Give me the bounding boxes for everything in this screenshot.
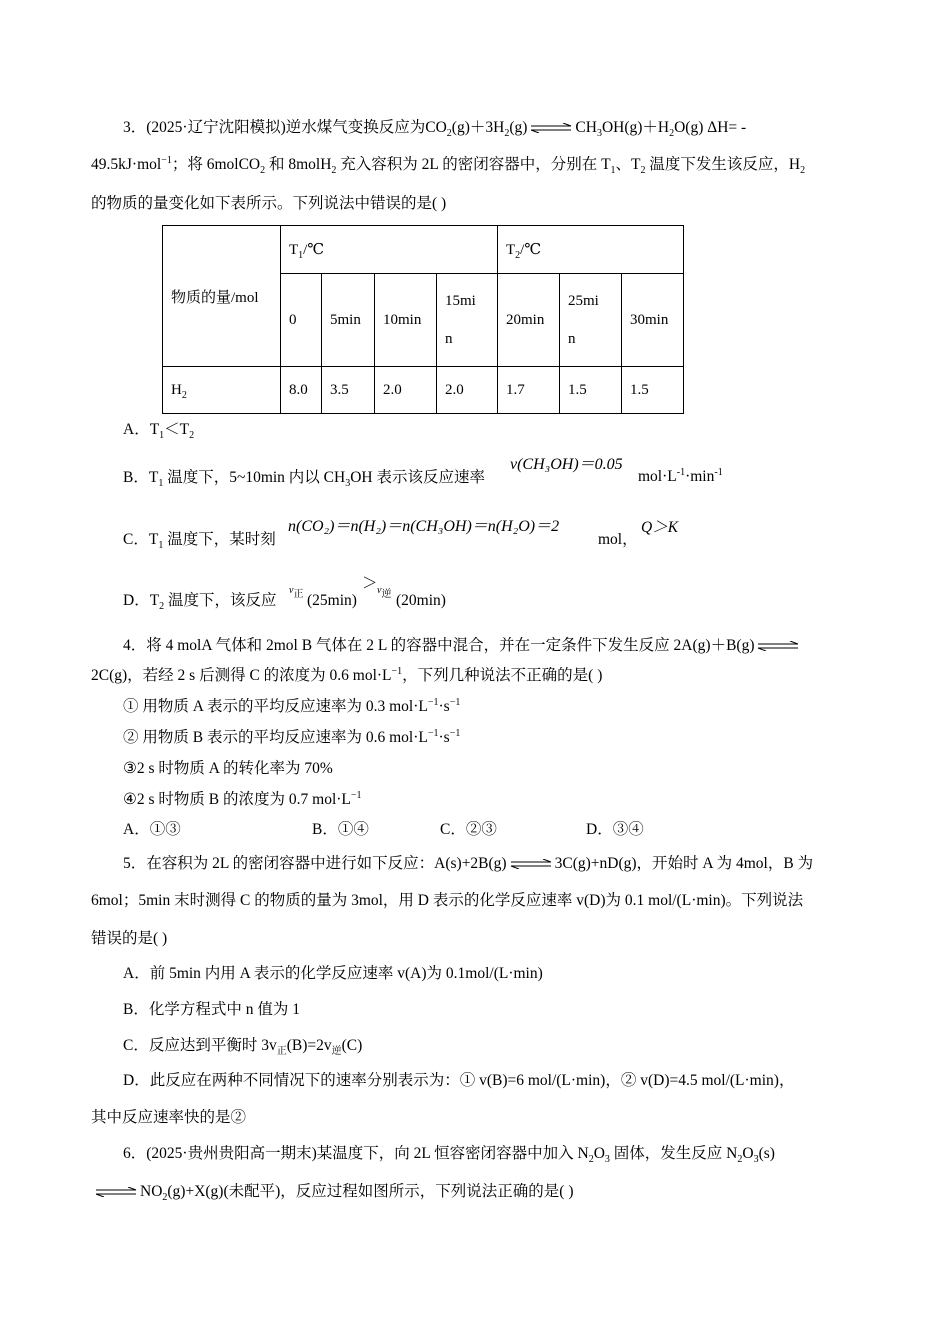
value-cell: 1.5	[622, 367, 684, 414]
q3-option-d-t25: (25min)	[307, 592, 357, 609]
q3-line1: 3．(2025·辽宁沈阳模拟)逆水煤气变换反应为$CO_2(g)+3H_2(g)$ $CH_3OH(g)+H_2O(g)$ ΔH= -	[123, 119, 747, 140]
q4-statement-1: ① 用物质 A 表示的平均反应速率为 0.3 $mol\cdot L^{-1}\cdot s^{-1}$	[123, 696, 461, 715]
value-cell: 2.0	[375, 367, 437, 414]
equilibrium-arrow-icon	[510, 859, 552, 869]
q5-line1: 5．在容积为 2L 的密闭容器中进行如下反应：A(s)+2B(g) 3C(g)+nD(g)，开始时 A 为 4mol，B 为	[123, 855, 814, 872]
time-cell: 20min	[498, 274, 560, 367]
q4-option-c: C．②③	[440, 821, 497, 838]
q3-option-d-v-zheng: $v_正$	[289, 585, 304, 601]
value-cell: 3.5	[322, 367, 375, 414]
h2-amount-table	[162, 225, 684, 414]
value-cell: 1.5	[560, 367, 622, 414]
q5-line2: 6mol；5min 末时测得 C 的物质的量为 3mol，用 D 表示的化学反应速率 v(D)为 0.1 mol/(L·min)。下列说法	[91, 892, 804, 909]
q3-line3: 的物质的量变化如下表所示。下列说法中错误的是( )	[91, 195, 447, 212]
q5-line3: 错误的是( )	[91, 930, 168, 947]
q3-option-a: A．$T_1<T_2$	[123, 421, 195, 442]
q3-option-d-t20: (20min)	[396, 592, 446, 609]
q3-option-c-formula: n(CO₂)＝n(H₂)＝n(CH₃OH)＝n(H₂O)＝2	[288, 518, 560, 535]
value-cell: 1.7	[498, 367, 560, 414]
q3-option-d: D．$T_2$ 温度下，该反应	[123, 592, 277, 613]
time-cell: 30min	[622, 274, 684, 367]
q3-option-c-qk: Q＞K	[641, 519, 679, 536]
q4-statement-3: ③2 s 时物质 A 的转化率为 70%	[123, 760, 333, 777]
q3-option-b-unit: $mol\cdot L^{-1}\cdot\min^{-1}$	[638, 466, 723, 485]
q4-option-a: A．①③	[123, 821, 181, 838]
t1-header-cell: $T_1/℃$	[281, 226, 498, 274]
q3-option-c: C．$T_1$ 温度下，某时刻	[123, 531, 276, 552]
q3-option-b: B．$T_1$ 温度下，5~10min 内以 $CH_3OH$ 表示该反应速率	[123, 469, 485, 490]
q5-option-d-cont: 其中反应速率快的是②	[91, 1109, 247, 1126]
q6-line2: $NO_2(g)+X(g)$(未配平)，反应过程如图所示，下列说法正确的是( )	[91, 1182, 574, 1202]
q4-option-b: B．①④	[312, 821, 369, 838]
time-cell: 5min	[322, 274, 375, 367]
q3-option-d-gt: ＞	[362, 575, 378, 592]
time-cell: 10min	[375, 274, 437, 367]
q4-option-d: D．③④	[586, 821, 644, 838]
q5-option-c: C．反应达到平衡时 $3v_正(B)=2v_逆(C)$	[123, 1037, 363, 1058]
row-header-cell: 物质的量/mol	[163, 226, 281, 367]
q4-line1: 4．将 4 molA 气体和 2mol B 气体在 2 L 的容器中混合，并在一定条件下发生反应 2A(g)＋B(g)	[123, 636, 802, 656]
equilibrium-arrow-icon	[95, 1187, 137, 1197]
q3-option-b-formula: v(CH₃OH)＝0.05	[510, 456, 623, 473]
q3-option-d-v-ni: $v_逆$	[377, 585, 392, 601]
q5-option-a: A．前 5min 内用 A 表示的化学反应速率 v(A)为 0.1mol/(L·min)	[123, 965, 543, 982]
time-cell: 15mi n	[437, 274, 498, 367]
value-cell: 8.0	[281, 367, 322, 414]
equilibrium-arrow-icon	[757, 641, 799, 651]
t2-header-cell: $T_2/℃$	[498, 226, 684, 274]
q4-statement-4: ④2 s 时物质 B 的浓度为 0.7 $mol\cdot L^{-1}$	[123, 789, 362, 808]
time-cell: 25mi n	[560, 274, 622, 367]
q5-option-b: B．化学方程式中 n 值为 1	[123, 1001, 300, 1018]
equilibrium-arrow-icon	[530, 123, 572, 133]
q6-line1: 6．(2025·贵州贵阳高一期末)某温度下，向 2L 恒容密闭容器中加入 $N_2O_3$ 固体，发生反应 $N_2O_3(s)$	[123, 1145, 775, 1166]
time-cell: 0	[281, 274, 322, 367]
q3-line2: 49.5kJ·mol$^{-1}$；将 6molCO$_2$ 和 8molH$_2$ 充入容积为 2L 的密闭容器中，分别在 $T_1$、$T_2$ 温度下发生该反应，$H_2$	[91, 154, 806, 177]
q3-option-c-unit: mol，	[598, 531, 638, 548]
q5-option-d: D．此反应在两种不同情况下的速率分别表示为：① v(B)=6 mol/(L·min)，② v(D)=4.5 mol/(L·min)，	[123, 1072, 795, 1089]
q4-line2: 2C(g)，若经 2 s 后测得 C 的浓度为 0.6 $mol\cdot L^{-1}$，下列几种说法不正确的是( )	[91, 665, 603, 684]
value-cell: 2.0	[437, 367, 498, 414]
q4-statement-2: ② 用物质 B 表示的平均反应速率为 0.6 $mol\cdot L^{-1}\cdot s^{-1}$	[123, 727, 461, 746]
species-cell: $H_2$	[163, 367, 281, 414]
